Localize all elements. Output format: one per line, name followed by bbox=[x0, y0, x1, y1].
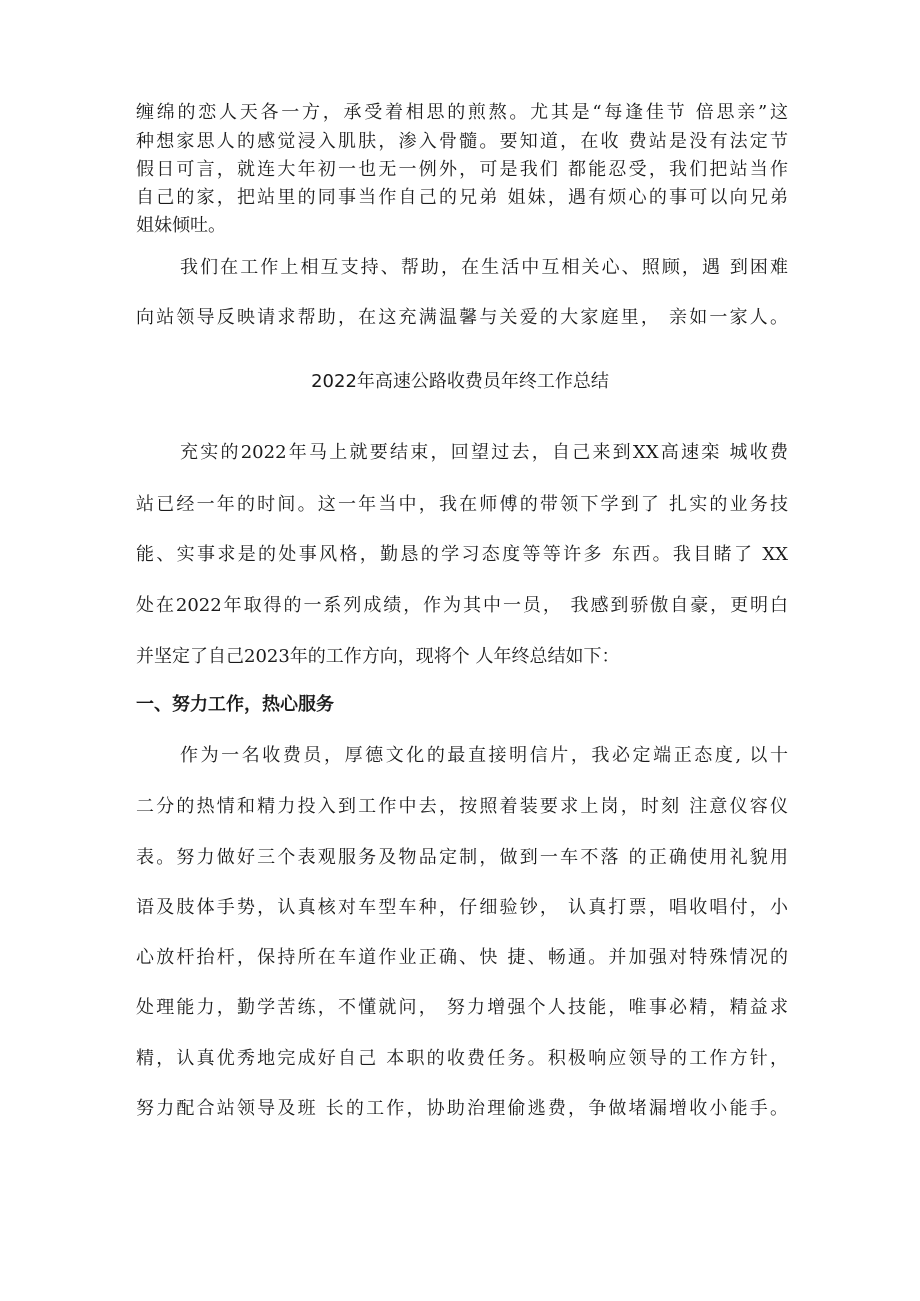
paragraph-line: 能、实事求是的处事风格，勤恳的学习态度等等许多 东西。我目睹了 XX bbox=[136, 544, 788, 565]
paragraph-line: 处理能力，勤学苦练，不懂就问， 努力增强个人技能，唯事必精，精益求 bbox=[136, 997, 788, 1018]
paragraph-line: 充实的2022年马上就要结束，回望过去，自己来到XX高速栾 城收费 bbox=[180, 442, 788, 463]
paragraph-line: 站已经一年的时间。这一年当中，我在师傅的带领下学到了 扎实的业务技 bbox=[136, 494, 788, 515]
paragraph-line: 心放杆抬杆，保持所在车道作业正确、快 捷、畅通。并加强对特殊情况的 bbox=[136, 947, 788, 968]
paragraph-line: 精，认真优秀地完成好自己 本职的收费任务。积极响应领导的工作方针， bbox=[136, 1048, 788, 1069]
paragraph-line: 语及肢体手势，认真核对车型车种，仔细验钞， 认真打票，唱收唱付，小 bbox=[136, 897, 788, 918]
section-heading: 一、努力工作，热心服务 bbox=[136, 694, 334, 715]
paragraph-line: 并坚定了自己2023年的工作方向，现将个 人年终总结如下： bbox=[136, 646, 620, 667]
paragraph-line: 我们在工作上相互支持、帮助，在生活中互相关心、照顾，遇 到困难 bbox=[180, 257, 788, 278]
paragraph-line: 表。努力做好三个表观服务及物品定制，做到一车不落 的正确使用礼貌用 bbox=[136, 847, 788, 868]
paragraph-line: 处在2022年取得的一系列成绩，作为其中一员， 我感到骄傲自豪，更明白 bbox=[136, 595, 788, 616]
paragraph-line: 种想家思人的感觉浸入肌肤，渗入骨髓。要知道，在收 费站是没有法定节 bbox=[136, 131, 788, 152]
paragraph-line: 努力配合站领导及班 长的工作，协助治理偷逃费，争做堵漏增收小能手。 bbox=[136, 1098, 788, 1119]
paragraph-line: 自己的家，把站里的同事当作自己的兄弟 姐妹，遇有烦心的事可以向兄弟 bbox=[136, 187, 788, 208]
paragraph-line: 二分的热情和精力投入到工作中去，按照着装要求上岗，时刻 注意仪容仪 bbox=[136, 796, 788, 817]
paragraph-line: 假日可言，就连大年初一也无一例外，可是我们 都能忍受，我们把站当作 bbox=[136, 159, 788, 180]
paragraph-line: 向站领导反映请求帮助，在这充满温馨与关爱的大家庭里， 亲如一家人。 bbox=[136, 307, 788, 328]
paragraph-line: 缠绵的恋人天各一方，承受着相思的煎熬。尤其是“每逢佳节 倍思亲”这 bbox=[136, 102, 788, 123]
document-title: 2022年高速公路收费员年终工作总结 bbox=[311, 371, 609, 392]
paragraph-line: 作为一名收费员，厚德文化的最直接明信片，我必定端正态度, 以十 bbox=[180, 745, 788, 766]
paragraph-line: 姐妹倾吐。 bbox=[136, 215, 226, 236]
